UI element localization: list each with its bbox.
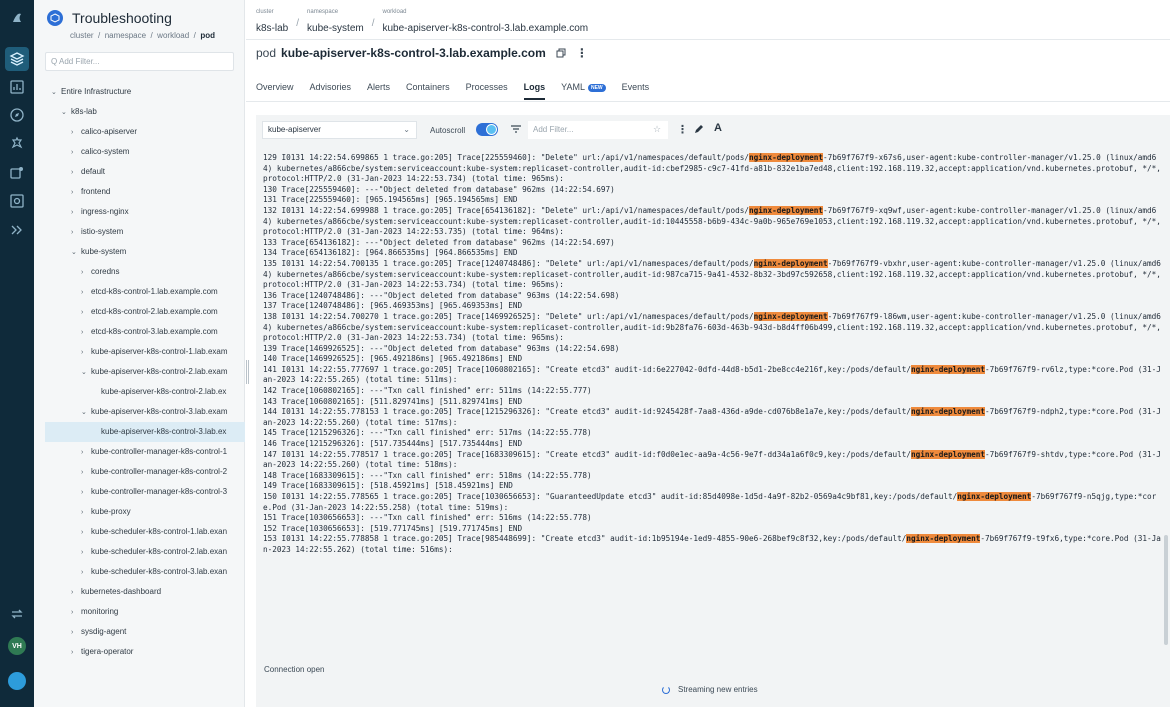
filter-icon[interactable] — [510, 124, 522, 134]
logs-toolbar — [256, 115, 1170, 145]
integrations-icon[interactable] — [5, 161, 29, 185]
font-size-icon[interactable]: A — [714, 122, 722, 134]
new-badge: NEW — [588, 84, 606, 92]
breadcrumb-namespace[interactable] — [307, 9, 364, 36]
logs-panel — [256, 115, 1170, 707]
pod-name: kube-apiserver-k8s-control-3.lab.example.com — [281, 46, 546, 60]
tree-item[interactable] — [45, 162, 245, 182]
breadcrumb-separator: / — [296, 18, 300, 29]
log-line: 144 I0131 14:22:55.778153 1 trace.go:205] Trace[1215296326]: "Create etcd3" audit-id:9245428f-7aa8-436d-a9de-cd076b8e1a7e,key:/pods/default/nginx-deployment-7b69f767f9-ndph2,type:*core.Pod (31-Jan-2023 14:22:55.260) (total time: 517ms): — [263, 407, 1161, 427]
tree-item[interactable] — [45, 482, 245, 502]
tab-label: Overview — [256, 82, 294, 92]
breadcrumb-cluster-value: k8s-lab — [256, 23, 289, 34]
log-line: 151 Trace[1030656653]: ---"Txn call finished" err: 516ms (14:22:55.778) — [263, 513, 592, 523]
log-line: 135 I0131 14:22:54.700135 1 trace.go:205] Trace[1240748486]: "Delete" url:/api/v1/namespaces/default/pods/nginx-deployment-7b69f767f9-vbxhr,user-agent:kube-controller-manager/v1.25.0 (linux/amd64) kubernetes/a866cbe/system:serviceaccount:kube-system:replicaset-controller,audit-id:987ca715-9a41-4532-8b32-3bd97c592658,client:192.168.119.32,accept:application/vnd.kubernetes.protobuf, */*,protocol:HTTP/2.0 (31-Jan-2023 14:22:53.734) (total time: 965ms): — [263, 258, 1161, 290]
log-line: 142 Trace[1060802165]: ---"Txn call finished" err: 511ms (14:22:55.777) — [263, 386, 592, 396]
explore-icon[interactable] — [5, 103, 29, 127]
tab-bar — [256, 82, 665, 102]
tree-item-label: tigera-operator — [81, 647, 134, 656]
log-line: 150 I0131 14:22:55.778565 1 trace.go:205] Trace[1030656653]: "GuaranteedUpdate etcd3" audit-id:85d4098e-1d5d-4a9f-82b2-0569a4c9bf81,key:/pods/default/nginx-deployment-7b69f767f9-n5qjg,type:*core.Pod (31-Jan-2023 14:22:55.258) (total time: 519ms): — [263, 492, 1157, 512]
expand-icon[interactable] — [5, 218, 29, 242]
tab-label: Processes — [465, 82, 508, 92]
tab-label: Alerts — [367, 82, 391, 92]
search-highlight: nginx-deployment — [910, 364, 986, 374]
tab-events[interactable] — [622, 82, 650, 100]
tree-item[interactable] — [45, 222, 245, 242]
toggle-knob — [486, 124, 497, 135]
tree-item-label: kube-apiserver-k8s-control-3.lab.ex — [101, 427, 227, 436]
log-line: 129 I0131 14:22:54.699865 1 trace.go:205] Trace[225559460]: "Delete" url:/api/v1/namespaces/default/pods/nginx-deployment-7b69f767f9-x67s6,user-agent:kube-controller-manager/v1.25.0 (linux/amd64) kubernetes/a866cbe/system:serviceaccount:kube-system:replicaset-controller,audit-id:cbef2985-c9c7-41fd-a81b-832e1ba7ed48,client:192.168.119.32,accept:application/vnd.kubernetes.protobuf, */*,protocol:HTTP/2.0 (31-Jan-2023 14:22:53.734) (total time: 965ms): — [263, 153, 1161, 184]
tree-item-label: coredns — [91, 267, 120, 276]
scope-namespace[interactable]: namespace — [104, 31, 147, 40]
tree-item[interactable] — [45, 102, 245, 122]
tree-item[interactable] — [45, 542, 245, 562]
chevron-right-icon[interactable]: › — [81, 509, 84, 516]
tree-item[interactable] — [45, 642, 245, 662]
streaming-status — [662, 685, 758, 694]
log-line: 136 Trace[1240748486]: ---"Object deleted from database" 963ms (14:22:54.698) — [263, 290, 620, 300]
tab-label: Advisories — [309, 82, 352, 92]
sidebar-title: Troubleshooting — [72, 10, 172, 26]
tree-item[interactable] — [45, 442, 245, 462]
tree-item[interactable] — [45, 422, 245, 442]
scope-workload[interactable]: workload — [157, 31, 190, 40]
log-line: 149 Trace[1683309615]: [518.45921ms] [518.45921ms] END — [263, 481, 513, 491]
autoscroll-label: Autoscroll — [430, 126, 466, 135]
tree-item[interactable] — [45, 122, 245, 142]
infrastructure-tree — [45, 82, 245, 662]
tree-item[interactable] — [45, 242, 245, 262]
chevron-right-icon[interactable]: › — [71, 149, 74, 156]
chevron-right-icon[interactable]: › — [71, 229, 74, 236]
more-options-icon[interactable]: ⋮ — [575, 46, 588, 60]
breadcrumb — [256, 9, 594, 39]
search-highlight: nginx-deployment — [753, 258, 828, 268]
tree-item-label: istio-system — [81, 227, 124, 236]
tree-item-label: sysdig-agent — [81, 627, 127, 636]
tree-item-label: kube-scheduler-k8s-control-1.lab.exan — [91, 527, 228, 536]
chevron-down-icon[interactable]: ⌄ — [81, 409, 87, 416]
log-line: 148 Trace[1683309615]: ---"Txn call finished" err: 518ms (14:22:55.778) — [263, 470, 592, 480]
tree-item-label: kubernetes-dashboard — [81, 587, 162, 596]
log-line: 134 Trace[654136182]: [964.866535ms] [964.866535ms] END — [263, 248, 518, 258]
search-highlight: nginx-deployment — [906, 534, 981, 544]
chevron-right-icon[interactable]: › — [81, 329, 84, 336]
tree-item-label: kube-proxy — [91, 507, 131, 516]
chevron-right-icon[interactable]: › — [81, 289, 84, 296]
search-highlight: nginx-deployment — [753, 311, 828, 321]
tree-item-label: calico-apiserver — [81, 127, 138, 136]
tree-item-label: kube-scheduler-k8s-control-2.lab.exan — [91, 547, 228, 556]
sidebar — [34, 0, 245, 707]
tree-item[interactable] — [45, 582, 245, 602]
tree-item-label: kube-apiserver-k8s-control-2.lab.exam — [91, 367, 228, 376]
divider — [246, 39, 1170, 40]
log-line: 141 I0131 14:22:55.777697 1 trace.go:205] Trace[1060802165]: "Create etcd3" audit-id:6e227042-0dfd-44d8-b5d1-2be8cc4e216f,key:/pods/default/nginx-deployment-7b69f767f9-rv6lz,type:*core.Pod (31-Jan-2023 14:22:55.265) (total time: 511ms): — [263, 364, 1161, 385]
breadcrumb-workload[interactable] — [383, 9, 589, 36]
tree-item[interactable] — [45, 202, 245, 222]
log-line: 145 Trace[1215296326]: ---"Txn call finished" err: 517ms (14:22:55.778) — [263, 428, 592, 438]
divider — [246, 101, 1170, 102]
dashboard-icon[interactable] — [5, 75, 29, 99]
tree-item[interactable] — [45, 462, 245, 482]
breadcrumb-namespace-caption: namespace — [307, 9, 339, 15]
highlight-pen-icon[interactable] — [693, 124, 704, 135]
tree-item-label: kube-controller-manager-k8s-control-2 — [91, 467, 228, 476]
breadcrumb-cluster-caption: cluster — [256, 9, 274, 15]
tree-item[interactable] — [45, 182, 245, 202]
scope-breadcrumb: cluster / namespace / workload / pod — [70, 31, 215, 40]
tree-item-label: kube-system — [81, 247, 127, 256]
kubernetes-icon[interactable] — [5, 47, 29, 71]
more-options-icon[interactable]: ⋮ — [677, 124, 688, 136]
log-line: 137 Trace[1240748486]: [965.469353ms] [965.469353ms] END — [263, 301, 523, 311]
tab-processes[interactable] — [466, 82, 508, 100]
tree-item-label: kube-controller-manager-k8s-control-3 — [91, 487, 228, 496]
tree-item[interactable] — [45, 142, 245, 162]
tab-yaml[interactable] — [561, 82, 606, 100]
breadcrumb-separator: / — [371, 18, 375, 29]
search-highlight: nginx-deployment — [748, 153, 824, 162]
logo-icon[interactable] — [5, 6, 29, 30]
sidebar-filter-placeholder: Q Add Filter... — [51, 57, 100, 66]
tab-overview[interactable] — [256, 82, 294, 100]
breadcrumb-namespace-value: kube-system — [307, 23, 364, 34]
breadcrumb-cluster[interactable] — [256, 9, 288, 36]
tree-item[interactable] — [45, 522, 245, 542]
tree-item[interactable] — [45, 602, 245, 622]
main-content — [246, 0, 1170, 707]
tree-item[interactable] — [45, 322, 245, 342]
chevron-right-icon[interactable]: › — [81, 269, 84, 276]
chevron-right-icon[interactable]: › — [81, 549, 84, 556]
log-line: 130 Trace[225559460]: ---"Object deleted from database" 962ms (14:22:54.697) — [263, 184, 615, 194]
search-highlight: nginx-deployment — [910, 407, 986, 417]
tree-item-label: Entire Infrastructure — [61, 87, 132, 96]
chevron-right-icon[interactable]: › — [81, 529, 84, 536]
breadcrumb-workload-caption: workload — [382, 9, 407, 15]
tree-item-label: kube-apiserver-k8s-control-3.lab.exam — [91, 407, 228, 416]
pod-kind: pod — [256, 46, 277, 60]
log-line: 139 Trace[1469926525]: ---"Object deleted from database" 963ms (14:22:54.698) — [263, 343, 620, 353]
tree-item[interactable] — [45, 402, 245, 422]
tab-label: YAML — [561, 82, 585, 92]
log-line: 143 Trace[1060802165]: [511.829741ms] [511.829741ms] END — [263, 396, 523, 406]
log-line: 140 Trace[1469926525]: [965.492186ms] [965.492186ms] END — [263, 354, 523, 364]
page-title — [256, 45, 588, 61]
search-highlight: nginx-deployment — [910, 449, 986, 459]
inspect-icon[interactable] — [5, 189, 29, 213]
chevron-right-icon[interactable]: › — [71, 189, 74, 196]
search-highlight: nginx-deployment — [748, 205, 824, 215]
chevron-right-icon[interactable]: › — [71, 609, 74, 616]
log-line: 146 Trace[1215296326]: [517.735444ms] [517.735444ms] END — [263, 439, 523, 449]
star-icon[interactable]: ☆ — [653, 124, 662, 134]
tab-alerts[interactable] — [367, 82, 390, 100]
tree-item-label: frontend — [81, 187, 111, 196]
log-filter-input[interactable]: Add Filter... — [528, 121, 668, 139]
tree-item-label: default — [81, 167, 106, 176]
log-scrollbar[interactable] — [1164, 535, 1168, 645]
tree-item[interactable] — [45, 622, 245, 642]
chevron-down-icon[interactable]: ⌄ — [61, 109, 67, 116]
copy-icon[interactable] — [556, 48, 566, 58]
log-line: 138 I0131 14:22:54.700270 1 trace.go:205] Trace[1469926525]: "Delete" url:/api/v1/namespaces/default/pods/nginx-deployment-7b69f767f9-l86wm,user-agent:kube-controller-manager/v1.25.0 (linux/amd64) kubernetes/a866cbe/system:serviceaccount:kube-system:replicaset-controller,audit-id:9b28fa76-603d-463b-943d-b8d4ff06b499,client:192.168.119.32,accept:application/vnd.kubernetes.protobuf, */*,protocol:HTTP/2.0 (31-Jan-2023 14:22:53.734) (total time: 965ms): — [263, 311, 1161, 343]
streaming-label: Streaming new entries — [678, 685, 758, 694]
tree-item-label: etcd-k8s-control-1.lab.example.com — [91, 287, 218, 296]
search-highlight: nginx-deployment — [957, 492, 1032, 501]
log-line: 153 I0131 14:22:55.778858 1 trace.go:205] Trace[985448699]: "Create etcd3" audit-id:1b95194e-1ed9-4855-90e6-268bef9c8f32,key:/pods/default/nginx-deployment-7b69f767f9-t9fx6,type:*core.Pod (31-Jan-2023 14:22:55.262) (total time: 516ms): — [263, 534, 1161, 554]
tree-item[interactable] — [45, 502, 245, 522]
chevron-right-icon[interactable]: › — [71, 649, 74, 656]
sidebar-filter-input[interactable] — [45, 52, 234, 71]
tree-item-label: monitoring — [81, 607, 119, 616]
spinner-icon — [662, 686, 670, 694]
tree-item-label: etcd-k8s-control-3.lab.example.com — [91, 327, 218, 336]
app-rail — [0, 0, 34, 707]
app-logo-icon[interactable] — [8, 672, 26, 690]
tree-item-label: kube-apiserver-k8s-control-1.lab.exam — [91, 347, 228, 356]
log-line: 132 I0131 14:22:54.699988 1 trace.go:205] Trace[654136182]: "Delete" url:/api/v1/namespaces/default/pods/nginx-deployment-7b69f767f9-xq9wf,user-agent:kube-controller-manager/v1.25.0 (linux/amd64) kubernetes/a866cbe/system:serviceaccount:kube-system:replicaset-controller,audit-id:10445558-b6b9-434c-9a0b-965e769e1053,client:192.168.119.32,accept:application/vnd.kubernetes.protobuf, */*,protocol:HTTP/2.0 (31-Jan-2023 14:22:53.735) (total time: 964ms): — [263, 205, 1161, 237]
tree-item-label: etcd-k8s-control-2.lab.example.com — [91, 307, 218, 316]
log-line: 133 Trace[654136182]: ---"Object deleted from database" 962ms (14:22:54.697) — [263, 237, 615, 247]
tab-label: Logs — [523, 82, 546, 92]
log-output — [263, 153, 1165, 661]
tree-item-label: kube-controller-manager-k8s-control-1 — [91, 447, 228, 456]
chevron-right-icon[interactable]: › — [71, 209, 74, 216]
tree-item-label: ingress-nginx — [81, 207, 129, 216]
tree-item-label: k8s-lab — [71, 107, 97, 116]
sync-icon[interactable] — [5, 602, 29, 626]
troubleshooting-icon — [47, 10, 63, 26]
tree-item[interactable] — [45, 382, 245, 402]
chevron-right-icon[interactable]: › — [71, 129, 74, 136]
tab-advisories[interactable] — [310, 82, 352, 100]
chevron-right-icon[interactable]: › — [71, 169, 74, 176]
tree-item[interactable] — [45, 342, 245, 362]
chevron-right-icon[interactable]: › — [81, 489, 84, 496]
chevron-right-icon[interactable]: › — [81, 569, 84, 576]
avatar[interactable]: VH — [8, 637, 26, 655]
alerts-icon[interactable] — [5, 132, 29, 156]
scope-cluster[interactable]: cluster — [70, 31, 94, 40]
chevron-right-icon[interactable]: › — [81, 349, 84, 356]
chevron-down-icon[interactable]: ⌄ — [51, 89, 57, 96]
tree-item[interactable] — [45, 362, 245, 382]
tree-item[interactable] — [45, 302, 245, 322]
tree-item[interactable] — [45, 262, 245, 282]
chevron-right-icon[interactable]: › — [81, 469, 84, 476]
tab-label: Containers — [406, 82, 450, 92]
breadcrumb-workload-value: kube-apiserver-k8s-control-3.lab.example.com — [382, 23, 589, 34]
chevron-right-icon[interactable]: › — [81, 309, 84, 316]
tree-item[interactable] — [45, 82, 245, 102]
chevron-down-icon[interactable]: ⌄ — [81, 369, 87, 376]
chevron-right-icon[interactable]: › — [71, 589, 74, 596]
tab-containers[interactable] — [406, 82, 450, 100]
tab-label: Events — [621, 82, 650, 92]
tree-item[interactable] — [45, 562, 245, 582]
chevron-down-icon[interactable]: ⌄ — [71, 249, 77, 256]
tree-item-label: kube-scheduler-k8s-control-3.lab.exan — [91, 567, 228, 576]
connection-status: Connection open — [264, 665, 325, 674]
container-select[interactable] — [262, 121, 417, 139]
tab-logs[interactable] — [524, 82, 546, 100]
log-line: 152 Trace[1030656653]: [519.771745ms] [519.771745ms] END — [263, 523, 523, 533]
chevron-down-icon: ⌄ — [403, 125, 410, 134]
log-line: 131 Trace[225559460]: [965.194565ms] [965.194565ms] END — [263, 195, 518, 205]
chevron-right-icon[interactable]: › — [81, 449, 84, 456]
tree-item-label: calico-system — [81, 147, 130, 156]
tree-item[interactable] — [45, 282, 245, 302]
chevron-right-icon[interactable]: › — [71, 629, 74, 636]
container-select-value: kube-apiserver — [268, 125, 321, 134]
log-line: 147 I0131 14:22:55.778517 1 trace.go:205] Trace[1683309615]: "Create etcd3" audit-id:f0d0e1ec-aa9a-4c56-9e7f-dd34a1a6f0c9,key:/pods/default/nginx-deployment-7b69f767f9-shtdv,type:*core.Pod (31-Jan-2023 14:22:55.260) (total time: 518ms): — [263, 449, 1161, 470]
autoscroll-toggle[interactable] — [476, 123, 498, 136]
tree-item-label: kube-apiserver-k8s-control-2.lab.ex — [101, 387, 227, 396]
scope-pod[interactable]: pod — [200, 31, 215, 40]
sidebar-header — [47, 10, 172, 26]
